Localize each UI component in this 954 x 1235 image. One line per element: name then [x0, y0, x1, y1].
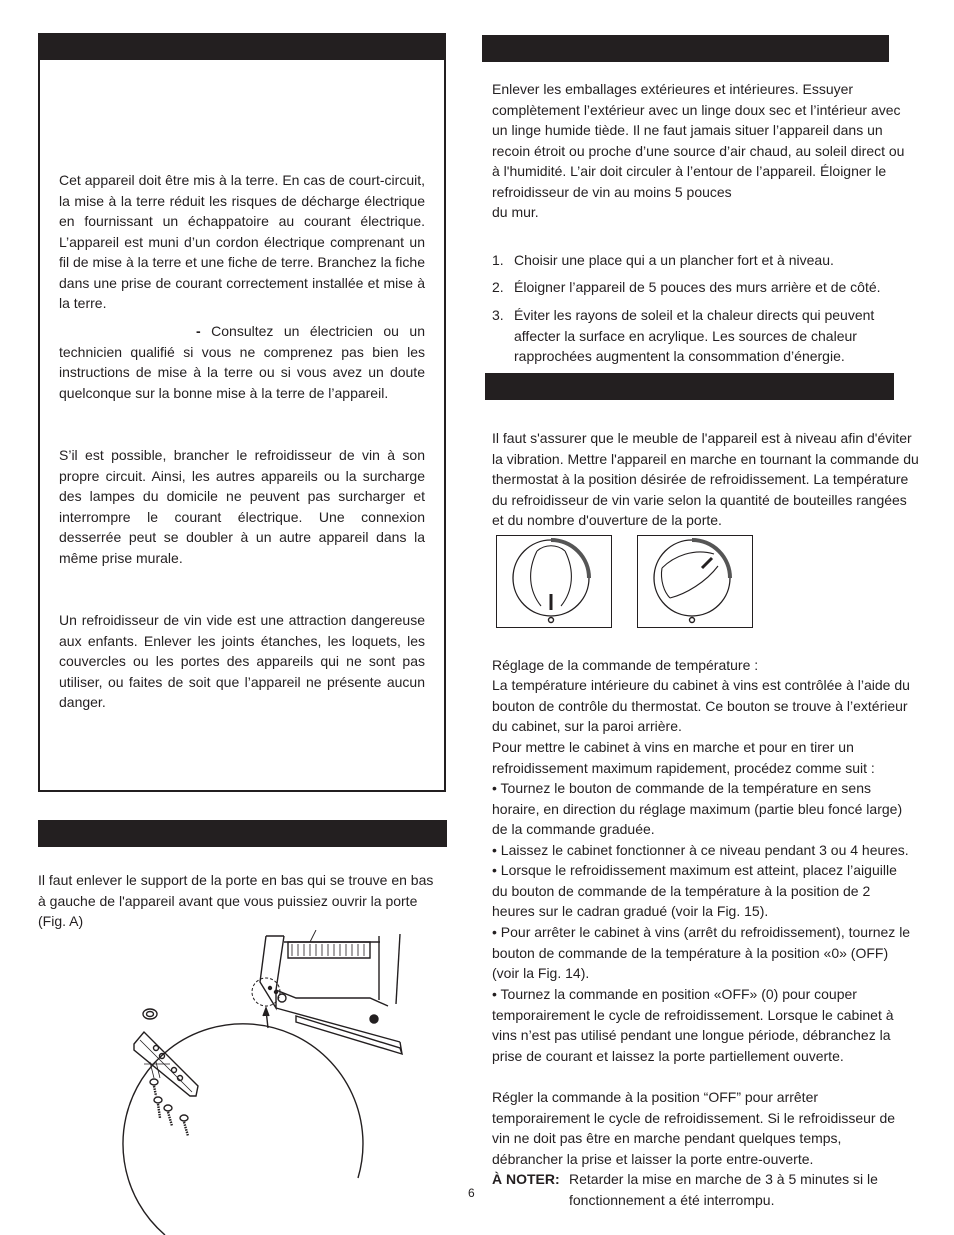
note-text: Retarder la mise en marche de 3 à 5 minutes si le fonctionnement a été interrompu. — [569, 1171, 878, 1208]
door-header-bar — [38, 820, 447, 847]
level-paragraph: Il faut s'assurer que le meuble de l'appareil est à niveau afin d'éviter la vibration. Mettre l'appareil en marche en tournant la commande du thermostat à la position désirée de refroidissement. La température du refroidisseur de vin varie selon la quantité de bouteilles rangées et du nombre d'ouverture de la porte. — [492, 430, 919, 528]
door-paragraph: Il faut enlever le support de la porte en bas qui se trouve en bas à gauche de l'appareil avant que vous puissiez ouvrir la porte (Fig. A) — [38, 872, 434, 929]
list-number: 2. — [492, 279, 504, 295]
electrician-text: Consultez un électricien ou un technicien qualifié si vous ne comprenez pas bien les instructions de mise à la terre ou si vous avez un doute quelconque sur la bonne mise à la terre de l’appareil. — [59, 323, 425, 401]
off-paragraph: Régler la commande à la position “OFF” pour arrêter temporairement le cycle de refroidissement. Si le refroidisseur de vin ne doit pas être en marche pendant quelques temps, débrancher la prise et laisser la porte entre-ouverte. — [492, 1089, 896, 1167]
dial-off-drawing — [497, 536, 610, 626]
temp-control-procedure: Pour mettre le cabinet à vins en marche et pour en tirer un refroidissement maximum rapidement, procédez comme suit : — [492, 739, 875, 776]
page-number: 6 — [468, 1186, 475, 1200]
list-text: Éviter les rayons de soleil et la chaleur directs qui peuvent affecter la surface en acrylique. Les sources de chaleur rapprochées augmentent la consommation d’énergie. — [514, 307, 875, 364]
list-item — [492, 250, 912, 270]
list-item — [492, 305, 912, 367]
grounding-header-bar — [38, 33, 446, 59]
dial-max-drawing — [638, 536, 751, 626]
unpack-paragraph: Enlever les emballages extérieures et intérieures. Essuyer complètement l’extérieur avec un linge doux sec et l’intérieur avec un linge humide tiède. Il ne faut jamais situer l’appareil dans un recoin étroit ou proche d’une source d’air chaud, au soleil direct ou à l'humidité. L’air doit circuler à l’entour de l’appareil. Éloigner le refroidisseur de vin au moins 5 pouces — [492, 81, 905, 200]
temp-control-intro: La température intérieure du cabinet à vins est contrôlée à l’aide du bouton de contrôle du thermostat. Ce bouton se trouve à l’extérieur du cabinet, sur la paroi arrière. — [492, 677, 910, 734]
operation-header-bar — [485, 373, 894, 400]
install-header-bar — [482, 35, 889, 62]
warning-dash: - — [196, 323, 201, 339]
dial-figure-off — [496, 535, 612, 628]
grounding-paragraph: Cet appareil doit être mis à la terre. En cas de court-circuit, la mise à la terre réduit les risques de décharge électrique en fournissant un échappatoire au courant électrique. L’appareil est muni d’un cordon électrique comprenant un fil de mise à la terre et une fiche de terre. Branchez la fiche dans une prise de courant correctement installée et mise à la terre. — [59, 172, 425, 311]
unpack-tail: du mur. — [492, 204, 539, 220]
temp-control-title: Réglage de la commande de température : — [492, 657, 759, 673]
circuit-paragraph: S’il est possible, brancher le refroidisseur de vin à son propre circuit. Ainsi, les autres appareils ou la surcharge des lampes du domicile ne peuvent pas surcharger et interrompre le courant électrique. Une connexion desserrée peut se doubler à un autre appareil dans la même prise murale. — [59, 447, 425, 566]
list-text: Éloigner l’appareil de 5 pouces des murs arrière et de côté. — [514, 279, 881, 295]
temp-bullet: • Tournez la commande en position «OFF» (0) pour couper temporairement le cycle de refroidissement. Lorsque le cabinet à vins n’est pas utilisé pendant une longue période, débranchez la prise de courant et laissez la porte partiellement ouverte. — [492, 986, 894, 1064]
temp-bullet: • Pour arrêter le cabinet à vins (arrêt du refroidissement), tournez le bouton de commande de la température à la position «0» (OFF) (voir la Fig. 14). — [492, 924, 911, 981]
temp-bullet: • Laissez le cabinet fonctionner à ce niveau pendant 3 ou 4 heures. — [492, 842, 909, 858]
dial-figure-max — [637, 535, 753, 628]
child-safety-paragraph: Un refroidisseur de vin vide est une attraction dangereuse aux enfants. Enlever les joints étanches, les loquets, les couvercles ou les portes des appareils qui ne sont pas utiliser, ou faites de soit que l’appareil ne présente aucun danger. — [59, 612, 425, 710]
list-number: 3. — [492, 307, 504, 323]
note-label: À NOTER: — [492, 1171, 560, 1187]
note-block — [492, 1169, 912, 1211]
list-number: 1. — [492, 252, 504, 268]
temp-bullet: • Lorsque le refroidissement maximum est atteint, placez l’aiguille du bouton de commande de la température à la position de 2 heures sur le cadran gradué (voir la Fig. 15). — [492, 862, 897, 919]
electrician-paragraph — [59, 321, 425, 403]
door-bracket-illustration — [70, 930, 415, 1235]
list-text: Choisir une place qui a un plancher fort et à niveau. — [514, 252, 834, 268]
temp-bullet: • Tournez le bouton de commande de la température en sens horaire, en direction du réglage maximum (partie bleu foncé large) de la commande graduée. — [492, 780, 903, 837]
list-item — [492, 277, 912, 297]
